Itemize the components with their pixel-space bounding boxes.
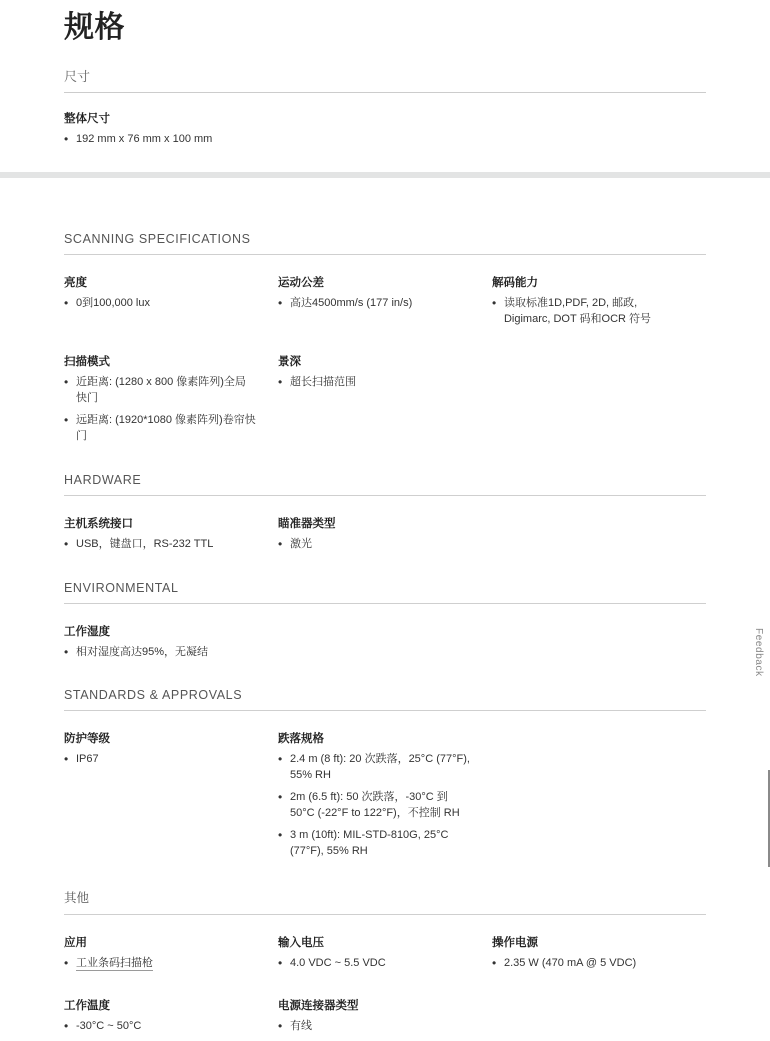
spec-values — [64, 1019, 256, 1035]
spec-cell — [64, 917, 278, 978]
spec-label: 应用 — [64, 937, 87, 950]
spec-label: 主机系统接口 — [64, 517, 133, 530]
dimensions-block — [0, 0, 770, 148]
list-item: • 相对湿度高达95%，无凝结 — [64, 645, 256, 661]
list-item: • 3 m (10ft): MIL-STD-810G, 25°C (77°F), 55% RH — [278, 828, 470, 860]
section-scanning-specifications — [64, 232, 706, 451]
list-item: • 近距离: (1280 x 800 像素阵列)全局快门 — [64, 375, 256, 407]
spec-label: 解码能力 — [491, 276, 538, 289]
spec-cell — [278, 336, 492, 451]
page-title: 规格 — [64, 11, 125, 44]
list-item: • 激光 — [278, 537, 470, 553]
spec-values — [64, 645, 256, 661]
list-item: • IP67 — [64, 752, 256, 768]
spec-cell-empty — [492, 980, 706, 1041]
feedback-tab[interactable]: Feedback — [753, 628, 764, 677]
spec-cell — [64, 980, 278, 1041]
spec-values — [492, 296, 684, 328]
spec-values — [64, 537, 256, 553]
spec-label: 电源连接器类型 — [277, 1000, 359, 1012]
dimensions-heading: 尺寸 — [64, 66, 706, 93]
spec-cell — [278, 498, 492, 559]
section-title: STANDARDS & APPROVALS — [64, 688, 706, 711]
list-item — [64, 956, 256, 972]
spec-label: 跌落规格 — [277, 733, 324, 746]
spec-values — [278, 375, 470, 391]
section-other — [64, 888, 706, 1041]
list-item: • 2m (6.5 ft): 50 次跌落，-30°C 到 50°C (-22°F to 122°F)，不控制 RH — [278, 790, 470, 822]
section-row — [64, 980, 706, 1041]
spec-cell — [64, 498, 278, 559]
spec-values — [278, 956, 470, 972]
list-item: • -30°C ~ 50°C — [64, 1019, 256, 1035]
spec-cell — [64, 713, 278, 866]
spec-values — [278, 1019, 470, 1035]
section-row — [64, 713, 706, 866]
list-item: • 读取标准1D,PDF, 2D, 邮政, Digimarc, DOT 码和OCR 符号 — [492, 296, 684, 328]
section-divider-band — [0, 172, 770, 178]
spec-values — [278, 296, 470, 312]
spec-cell-empty — [492, 336, 706, 451]
list-item: • 2.35 W (470 mA @ 5 VDC) — [492, 956, 684, 972]
spec-cell-empty — [278, 606, 492, 667]
spec-cell — [64, 257, 278, 334]
list-item: • 有线 — [278, 1019, 470, 1035]
overall-size-values — [64, 132, 706, 148]
overall-size-label: 整体尺寸 — [64, 113, 110, 125]
section-title: HARDWARE — [64, 473, 706, 496]
spec-label: 亮度 — [64, 276, 87, 289]
spec-cell — [278, 980, 492, 1041]
spec-cell — [278, 257, 492, 334]
spec-label: 操作电源 — [491, 937, 538, 950]
spec-label: 防护等级 — [64, 733, 110, 746]
spec-label: 输入电压 — [277, 937, 324, 950]
spec-label: 运动公差 — [277, 276, 324, 289]
spec-cell — [492, 257, 706, 334]
list-item: • 远距离: (1920*1080 像素阵列)卷帘快门 — [64, 413, 256, 445]
spec-cell — [64, 606, 278, 667]
list-item: • 高达4500mm/s (177 in/s) — [278, 296, 470, 312]
spec-values — [64, 375, 256, 445]
list-item: • 192 mm x 76 mm x 100 mm — [64, 132, 706, 148]
section-row — [64, 606, 706, 667]
section-title: ENVIRONMENTAL — [64, 581, 706, 604]
list-item: • 超长扫描范围 — [278, 375, 470, 391]
list-item: • USB，键盘口，RS-232 TTL — [64, 537, 256, 553]
spec-values — [492, 956, 684, 972]
spec-cell — [64, 336, 278, 451]
spec-label: 扫描模式 — [64, 355, 110, 368]
section-row — [64, 498, 706, 559]
spec-values — [278, 752, 470, 860]
specifications-area — [0, 232, 770, 1041]
section-row — [64, 917, 706, 978]
spec-values — [64, 296, 256, 312]
section-hardware — [64, 473, 706, 559]
spec-values — [64, 956, 256, 972]
list-item: • 2.4 m (8 ft): 20 次跌落，25°C (77°F), 55% RH — [278, 752, 470, 784]
section-title: 其他 — [64, 888, 706, 915]
section-title: SCANNING SPECIFICATIONS — [64, 232, 706, 255]
spec-cell-empty — [492, 498, 706, 559]
spec-label: 工作湿度 — [64, 625, 110, 638]
list-item: • 4.0 VDC ~ 5.5 VDC — [278, 956, 470, 972]
spec-label: 工作温度 — [64, 1000, 110, 1012]
spec-label: 瞄准器类型 — [277, 517, 336, 530]
list-item: • 0到100,000 lux — [64, 296, 256, 312]
spec-cell-empty — [492, 606, 706, 667]
section-row — [64, 257, 706, 334]
section-environmental — [64, 581, 706, 667]
spec-values — [278, 537, 470, 553]
spec-cell — [278, 713, 492, 866]
spec-values — [64, 752, 256, 768]
spec-cell — [278, 917, 492, 978]
application-value: 工业条码扫描枪 — [76, 957, 153, 970]
spec-cell-empty — [492, 713, 706, 866]
spec-label: 景深 — [277, 355, 301, 368]
spec-cell — [492, 917, 706, 978]
section-standards-approvals — [64, 688, 706, 866]
section-row — [64, 336, 706, 451]
